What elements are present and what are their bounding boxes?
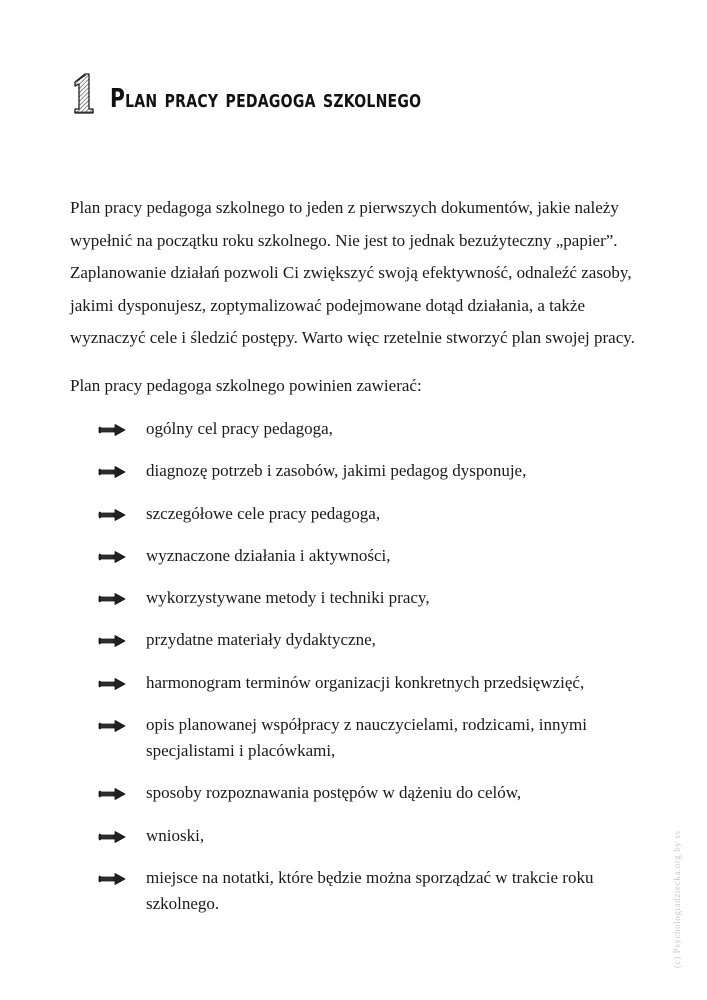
list-item [98, 670, 638, 696]
list-item-text: wnioski, [146, 825, 205, 845]
list-item-text: harmonogram terminów organizacji konkretnych przedsięwzięć, [146, 672, 585, 692]
chapter-heading [70, 72, 509, 114]
arrow-bullet-icon [98, 550, 126, 564]
list-item-text: opis planowanej współpracy z nauczycielami, rodzicami, innymi specjalistami i placówkami, [146, 715, 587, 761]
arrow-bullet-icon [98, 787, 126, 801]
arrow-bullet-icon [98, 830, 126, 844]
arrow-bullet-icon [98, 719, 126, 733]
list-intro: Plan pracy pedagoga szkolnego powinien zawierać: [70, 376, 422, 395]
list-item [98, 712, 638, 764]
list-item [98, 627, 638, 653]
intro-paragraph: Plan pracy pedagoga szkolnego to jeden z pierwszych dokumentów, jakie należy wypełnić na początku roku szkolnego. Nie jest to jednak bezużyteczny „papier”. Zaplanowanie działań pozwoli Ci zwiększyć swoją efektywność, odnaleźć zasoby, jakimi dysponujesz, zoptymalizować podejmowane dotąd działania, a także wyznaczyć cele i śledzić postępy. Warto więc rzetelnie stworzyć plan swojej pracy. [70, 198, 635, 347]
list-item-text: przydatne materiały dydaktyczne, [146, 630, 376, 650]
requirements-list [98, 416, 638, 933]
list-item-text: sposoby rozpoznawania postępów w dążeniu do celów, [146, 783, 522, 803]
copyright-watermark: (c) Psychologiadziecka.org by ss [672, 830, 682, 968]
list-item [98, 585, 638, 611]
chapter-number-icon [70, 72, 96, 114]
arrow-bullet-icon [98, 508, 126, 522]
list-item [98, 780, 638, 806]
list-item [98, 823, 638, 849]
list-item [98, 501, 638, 527]
arrow-bullet-icon [98, 677, 126, 691]
arrow-bullet-icon [98, 872, 126, 886]
chapter-title: Plan pracy pedagoga szkolnego [110, 84, 422, 114]
list-item [98, 416, 638, 442]
arrow-bullet-icon [98, 465, 126, 479]
list-item-text: wykorzystywane metody i techniki pracy, [146, 588, 430, 608]
arrow-bullet-icon [98, 592, 126, 606]
list-item-text: miejsce na notatki, które będzie można sporządzać w trakcie roku szkolnego. [146, 867, 594, 913]
arrow-bullet-icon [98, 634, 126, 648]
list-item-text: wyznaczone działania i aktywności, [146, 545, 391, 565]
list-item-text: ogólny cel pracy pedagoga, [146, 419, 333, 438]
list-item [98, 458, 638, 484]
arrow-bullet-icon [98, 423, 126, 437]
list-item-text: diagnozę potrzeb i zasobów, jakimi pedagog dysponuje, [146, 461, 527, 481]
list-item [98, 865, 638, 917]
list-item [98, 543, 638, 569]
list-item-text: szczegółowe cele pracy pedagoga, [146, 503, 381, 523]
